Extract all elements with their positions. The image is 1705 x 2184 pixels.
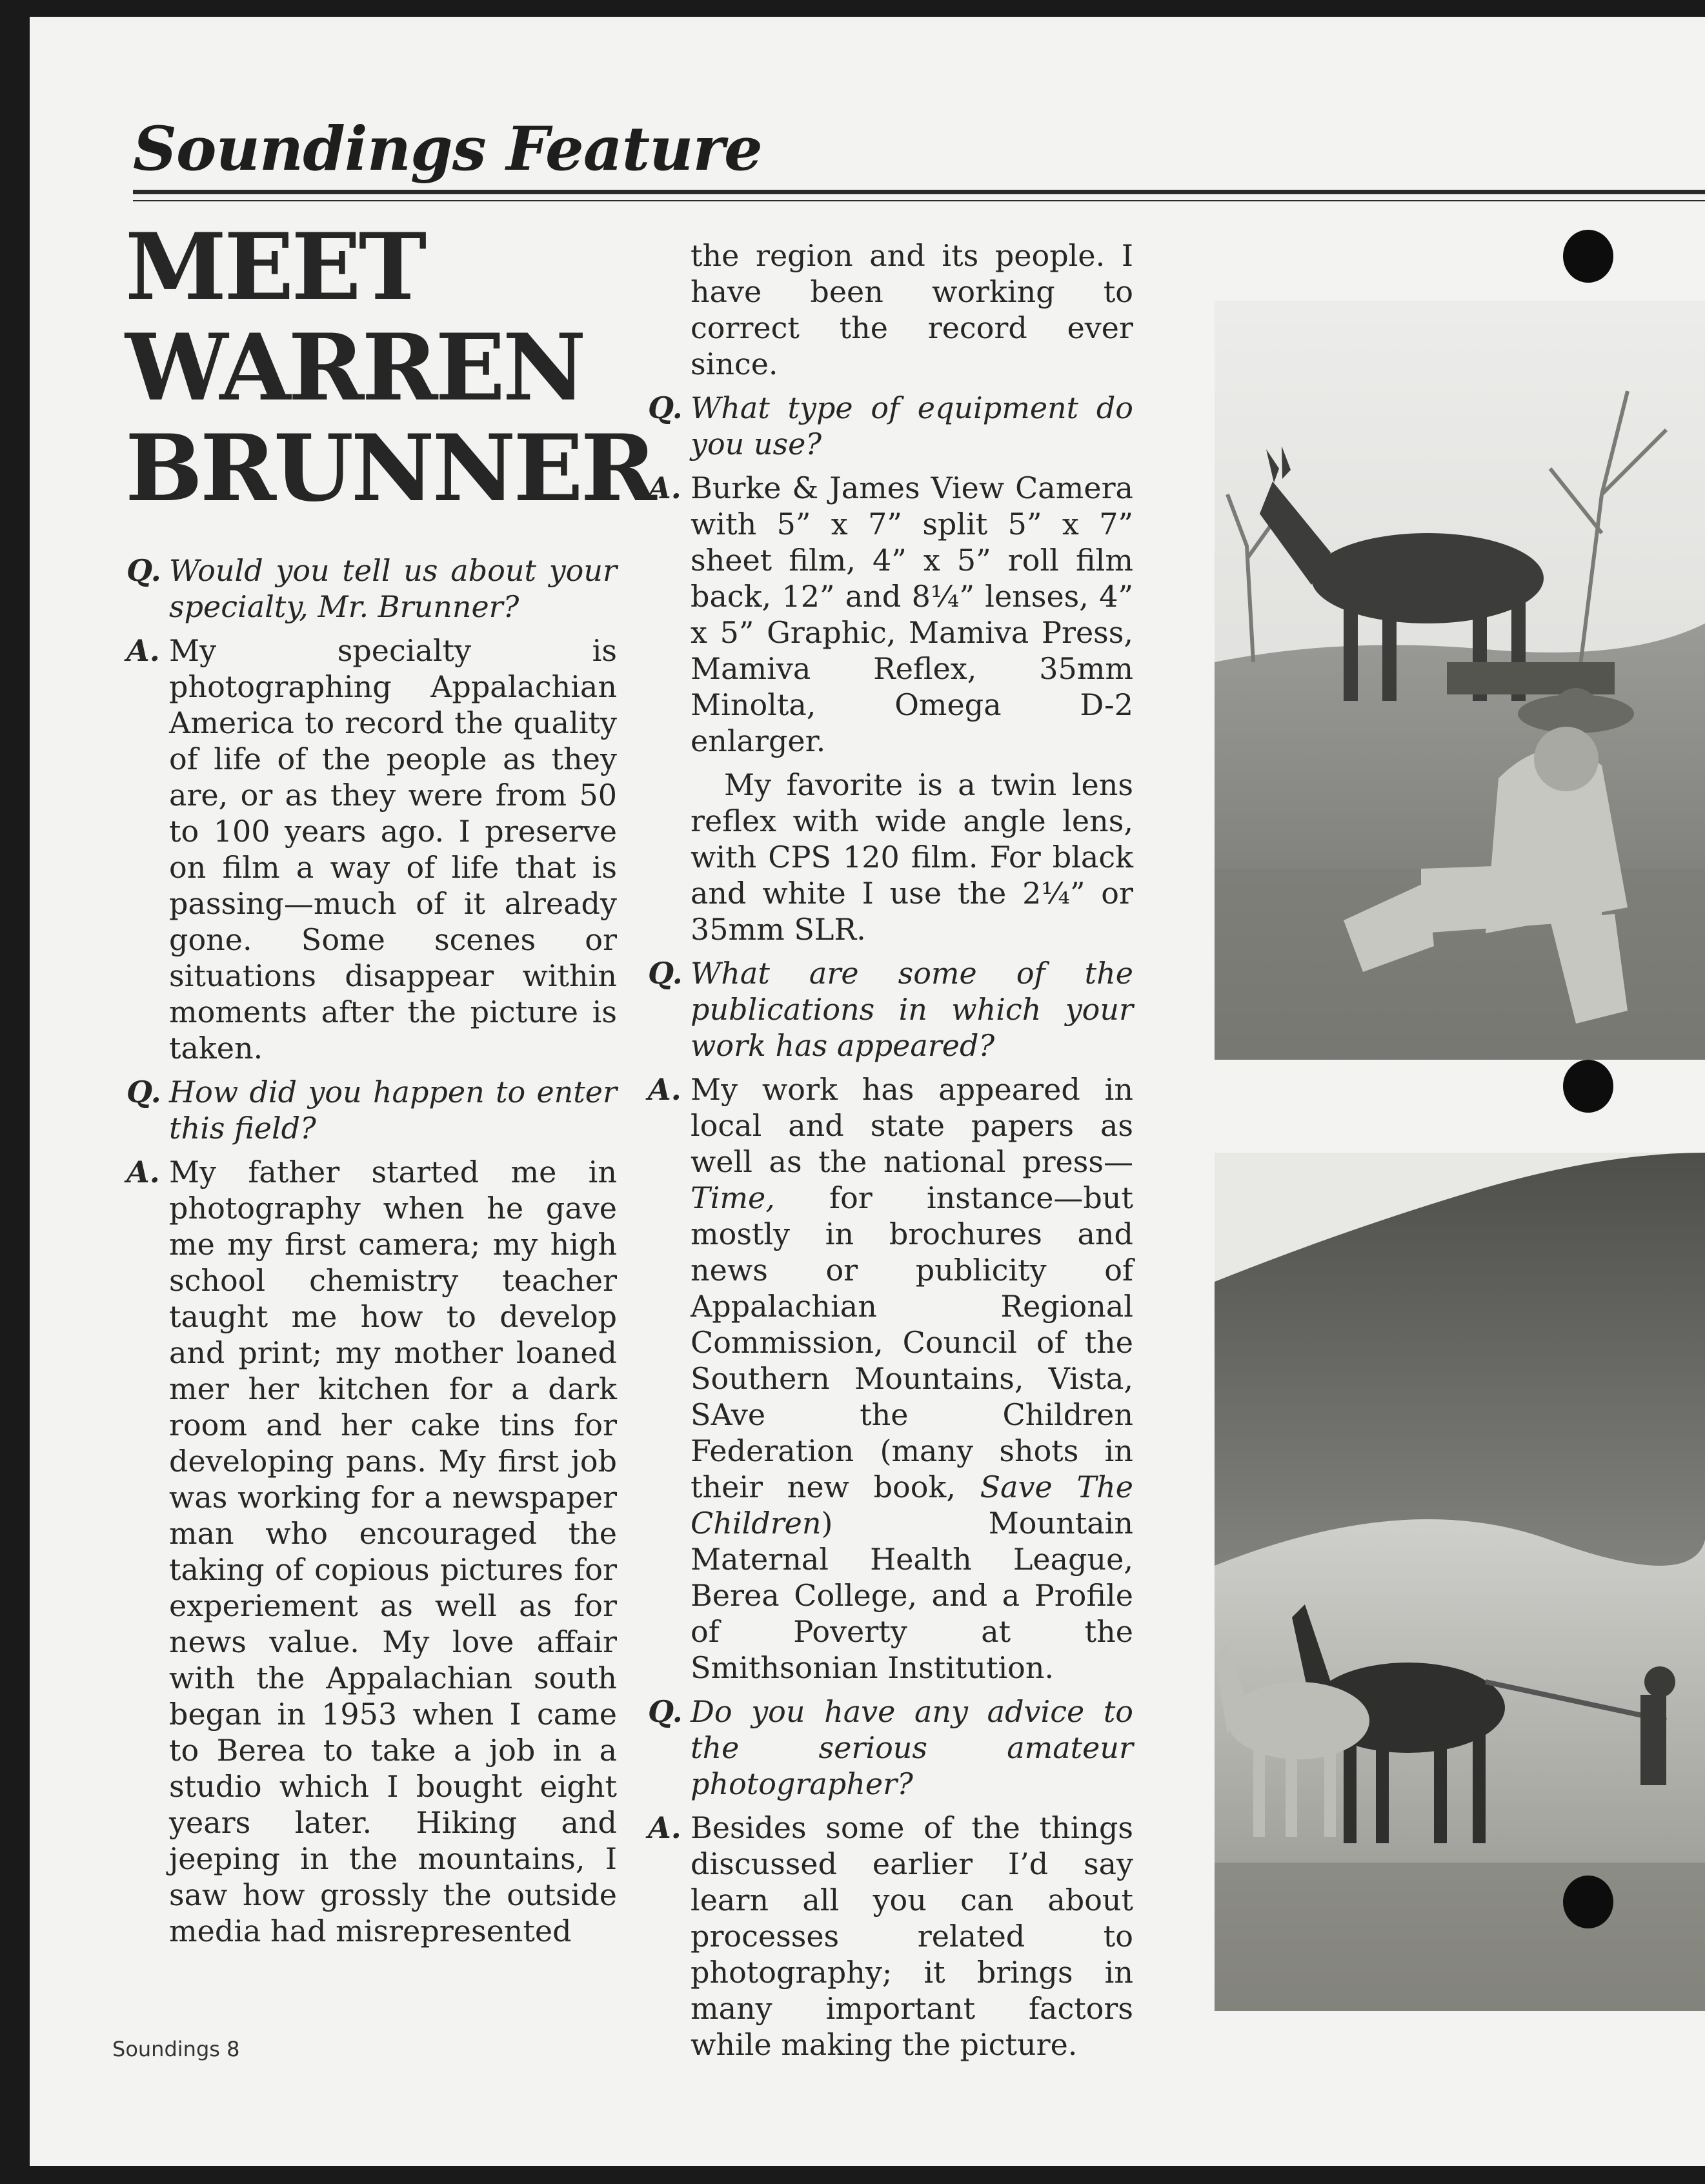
answer-4-part-3: ) Mountain Maternal Health League, Berea College, and a Profile of Poverty at the Smithsonian Institution. (691, 1506, 1133, 1685)
question-5 (648, 1694, 1133, 1802)
answer-1 (126, 632, 617, 1066)
title-line-3: BRUNNER (125, 415, 654, 522)
question-text: Would you tell us about your specialty, Mr. Brunner? (169, 553, 617, 624)
answer-4-part-1: My work has appeared in local and state papers as well as the national press— (691, 1072, 1133, 1179)
question-marker: Q. (648, 390, 683, 425)
header-rule-thick (133, 190, 1705, 194)
answer-2-continued: the region and its people. I have been working to correct the record ever since. (691, 238, 1133, 381)
question-4 (648, 955, 1133, 1064)
question-1 (126, 552, 617, 625)
answer-5 (648, 1810, 1133, 2063)
question-text: How did you happen to enter this field? (169, 1075, 617, 1146)
answer-4-part-2: for instance—but mostly in brochures and news or publicity of Appalachian Regional Commission, Council of the Southern Mountains, Vista, SAve the Children Federation (many shots in their new book, (691, 1180, 1133, 1504)
article-title (125, 214, 654, 522)
section-header: Soundings Feature (133, 114, 762, 185)
answer-text: Besides some of the things discussed earlier I’d say learn all you can about processes related to photography; it brings in many important factors while making the picture. (691, 1810, 1133, 2062)
magazine-title-time: Time, (691, 1180, 775, 1215)
answer-marker: A. (648, 1810, 681, 1845)
text-column-2 (648, 238, 1133, 2070)
answer-marker: A. (648, 470, 681, 505)
photo-horses-plowing (1215, 1153, 1705, 2011)
magazine-page (30, 17, 1705, 2166)
answer-text: Burke & James View Camera with 5” x 7” split 5” x 7” sheet film, 4” x 5” roll film back, 12” and 8¼” lenses, 4” x 5” Graphic, Mamiva Press, Mamiva Reflex, 35mm Minolta, Omega D-2 enlarger. (691, 470, 1133, 758)
question-marker: Q. (126, 553, 161, 588)
binder-hole-middle (1563, 1060, 1613, 1113)
question-marker: Q. (648, 1694, 683, 1729)
question-3 (648, 390, 1133, 462)
header-rule-thin (133, 200, 1705, 201)
answer-marker: A. (126, 633, 160, 668)
answer-marker: A. (126, 1155, 160, 1189)
answer-2 (126, 1154, 617, 1949)
title-line-1: MEET (125, 214, 425, 321)
page-footer: Soundings 8 (112, 2037, 240, 2061)
book-title: Save The Children (691, 1470, 1133, 1541)
answer-4 (648, 1071, 1133, 1686)
photo-farmer-with-mule (1215, 301, 1705, 1060)
binder-hole-bottom (1563, 1876, 1613, 1928)
question-marker: Q. (648, 956, 683, 991)
answer-text: My father started me in photography when he gave me my first camera; my high school chemistry teacher taught me how to develop and print; my mother loaned mer her kitchen for a dark room and her cake tins for developing pans. My first job was working for a newspaper man who encouraged the taking of copious pictures for experiement as well as for news value. My love affair with the Appalachian south began in 1953 when I came to Berea to take a job in a studio which I bought eight years later. Hiking and jeeping in the mountains, I saw how grossly the outside media had misrepresented (169, 1155, 617, 1948)
question-text: What are some of the publications in which your work has appeared? (691, 956, 1133, 1063)
answer-3-paragraph-2: My favorite is a twin lens reflex with wide angle lens, with CPS 120 film. For black and white I use the 2¼” or 35mm SLR. (691, 767, 1133, 947)
answer-marker: A. (648, 1072, 681, 1107)
question-marker: Q. (126, 1075, 161, 1109)
answer-3 (648, 470, 1133, 759)
text-column-1 (126, 552, 617, 1957)
title-line-2: WARREN (125, 314, 584, 421)
question-text: What type of equipment do you use? (691, 390, 1133, 461)
question-2 (126, 1074, 617, 1146)
answer-text (691, 1071, 1133, 1686)
binder-hole-top (1563, 230, 1613, 283)
answer-text: My specialty is photographing Appalachian America to record the quality of life of the people as they are, or as they were from 50 to 100 years ago. I preserve on film a way of life that is passing—much of it already gone. Some scenes or situations disappear within moments after the picture is taken. (169, 633, 617, 1066)
question-text: Do you have any advice to the serious amateur photographer? (691, 1694, 1133, 1801)
